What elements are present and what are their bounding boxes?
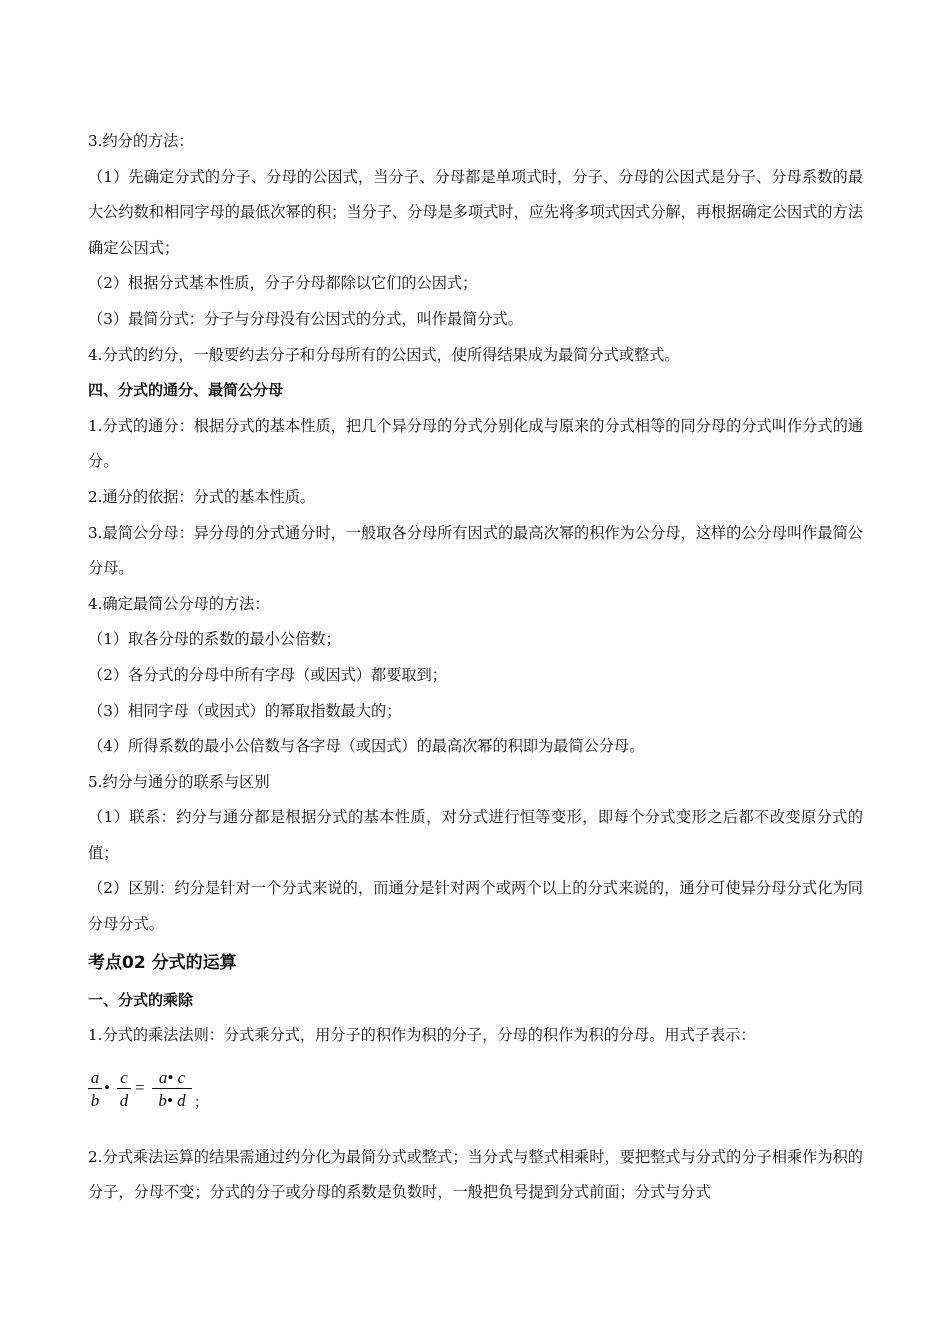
item-4-3: （3）相同字母（或因式）的幂取指数最大的； [88,701,402,720]
item-5: 5.约分与通分的联系与区别 [88,772,270,791]
item-3: 3.最简公分母：异分母的分式通分时，一般取各分母所有因式的最高次幂的积作为公分母，这样的公分母叫作最简公分母。 [88,523,863,578]
section-heading-common-denominator: 四、分式的通分、最简公分母 [88,381,284,400]
kaodian-title: 考点02 分式的运算 [88,952,237,973]
item-4-2: （2）各分式的分母中所有字母（或因式）都要取到； [88,665,447,684]
multiply-rule: 1.分式的乘法法则：分式乘分式，用分子的积作为积的分子，分母的积作为积的分母。用式子表示： [88,1026,756,1045]
item-4-1: （1）取各分母的系数的最小公倍数； [88,630,341,649]
line-reduce-step-1: （1）先确定分式的分子、分母的公因式，当分子、分母都是单项式时，分子、分母的公因式是分子、分母系数的最大公约数和相同字母的最低次幂的积；当分子、分母是多项式时，应先将多项式因式分解，再根据确定公因式的方法确定公因式； [88,167,863,257]
item-4: 4.确定最简公分母的方法： [88,594,270,613]
dot-operator: • [104,1077,110,1097]
sub-heading-multiply-divide: 一、分式的乘除 [88,990,194,1009]
item-5-1: （1）联系：约分与通分都是根据分式的基本性质，对分式进行恒等变形，即每个分式变形之后都不改变原分式的值； [88,808,863,862]
line-reduce-method: 3.约分的方法： [88,132,194,150]
fraction-c-over-d: c d [117,1068,131,1111]
item-2: 2.通分的依据：分式的基本性质。 [88,487,316,506]
fraction-ac-over-bd: a• c b• d [152,1068,192,1111]
document-page [88,124,863,1211]
formula-end-mark: ； [194,1095,208,1111]
fraction-a-over-b: a b [88,1068,102,1111]
multiply-formula [88,1054,863,1140]
equals-sign: = [135,1077,145,1097]
item-4-4: （4）所得系数的最小公倍数与各字母（或因式）的最高次幂的积即为最简公分母。 [88,737,645,756]
line-reduce-note: 4.分式的约分，一般要约去分子和分母所有的公因式，使所得结果成为最简分式或整式。 [88,345,680,364]
line-reduce-step-3: （3）最简分式：分子与分母没有公因式的分式，叫作最简分式。 [88,309,523,328]
line-reduce-step-2: （2）根据分式基本性质，分子分母都除以它们的公因式； [88,274,478,293]
multiply-result-note: 2.分式乘法运算的结果需通过约分化为最简分式或整式；当分式与整式相乘时，要把整式与分式的分子相乘作为积的分子，分母不变；分式的分子或分母的系数是负数时，一般把负号提到分式前面；分式与分式 [88,1147,863,1202]
item-5-2: （2）区别：约分是针对一个分式来说的，而通分是针对两个或两个以上的分式来说的，通分可使异分母分式化为同分母分式。 [88,879,863,934]
item-1: 1.分式的通分：根据分式的基本性质，把几个异分母的分式分别化成与原来的分式相等的同分母的分式叫作分式的通分。 [88,416,863,471]
